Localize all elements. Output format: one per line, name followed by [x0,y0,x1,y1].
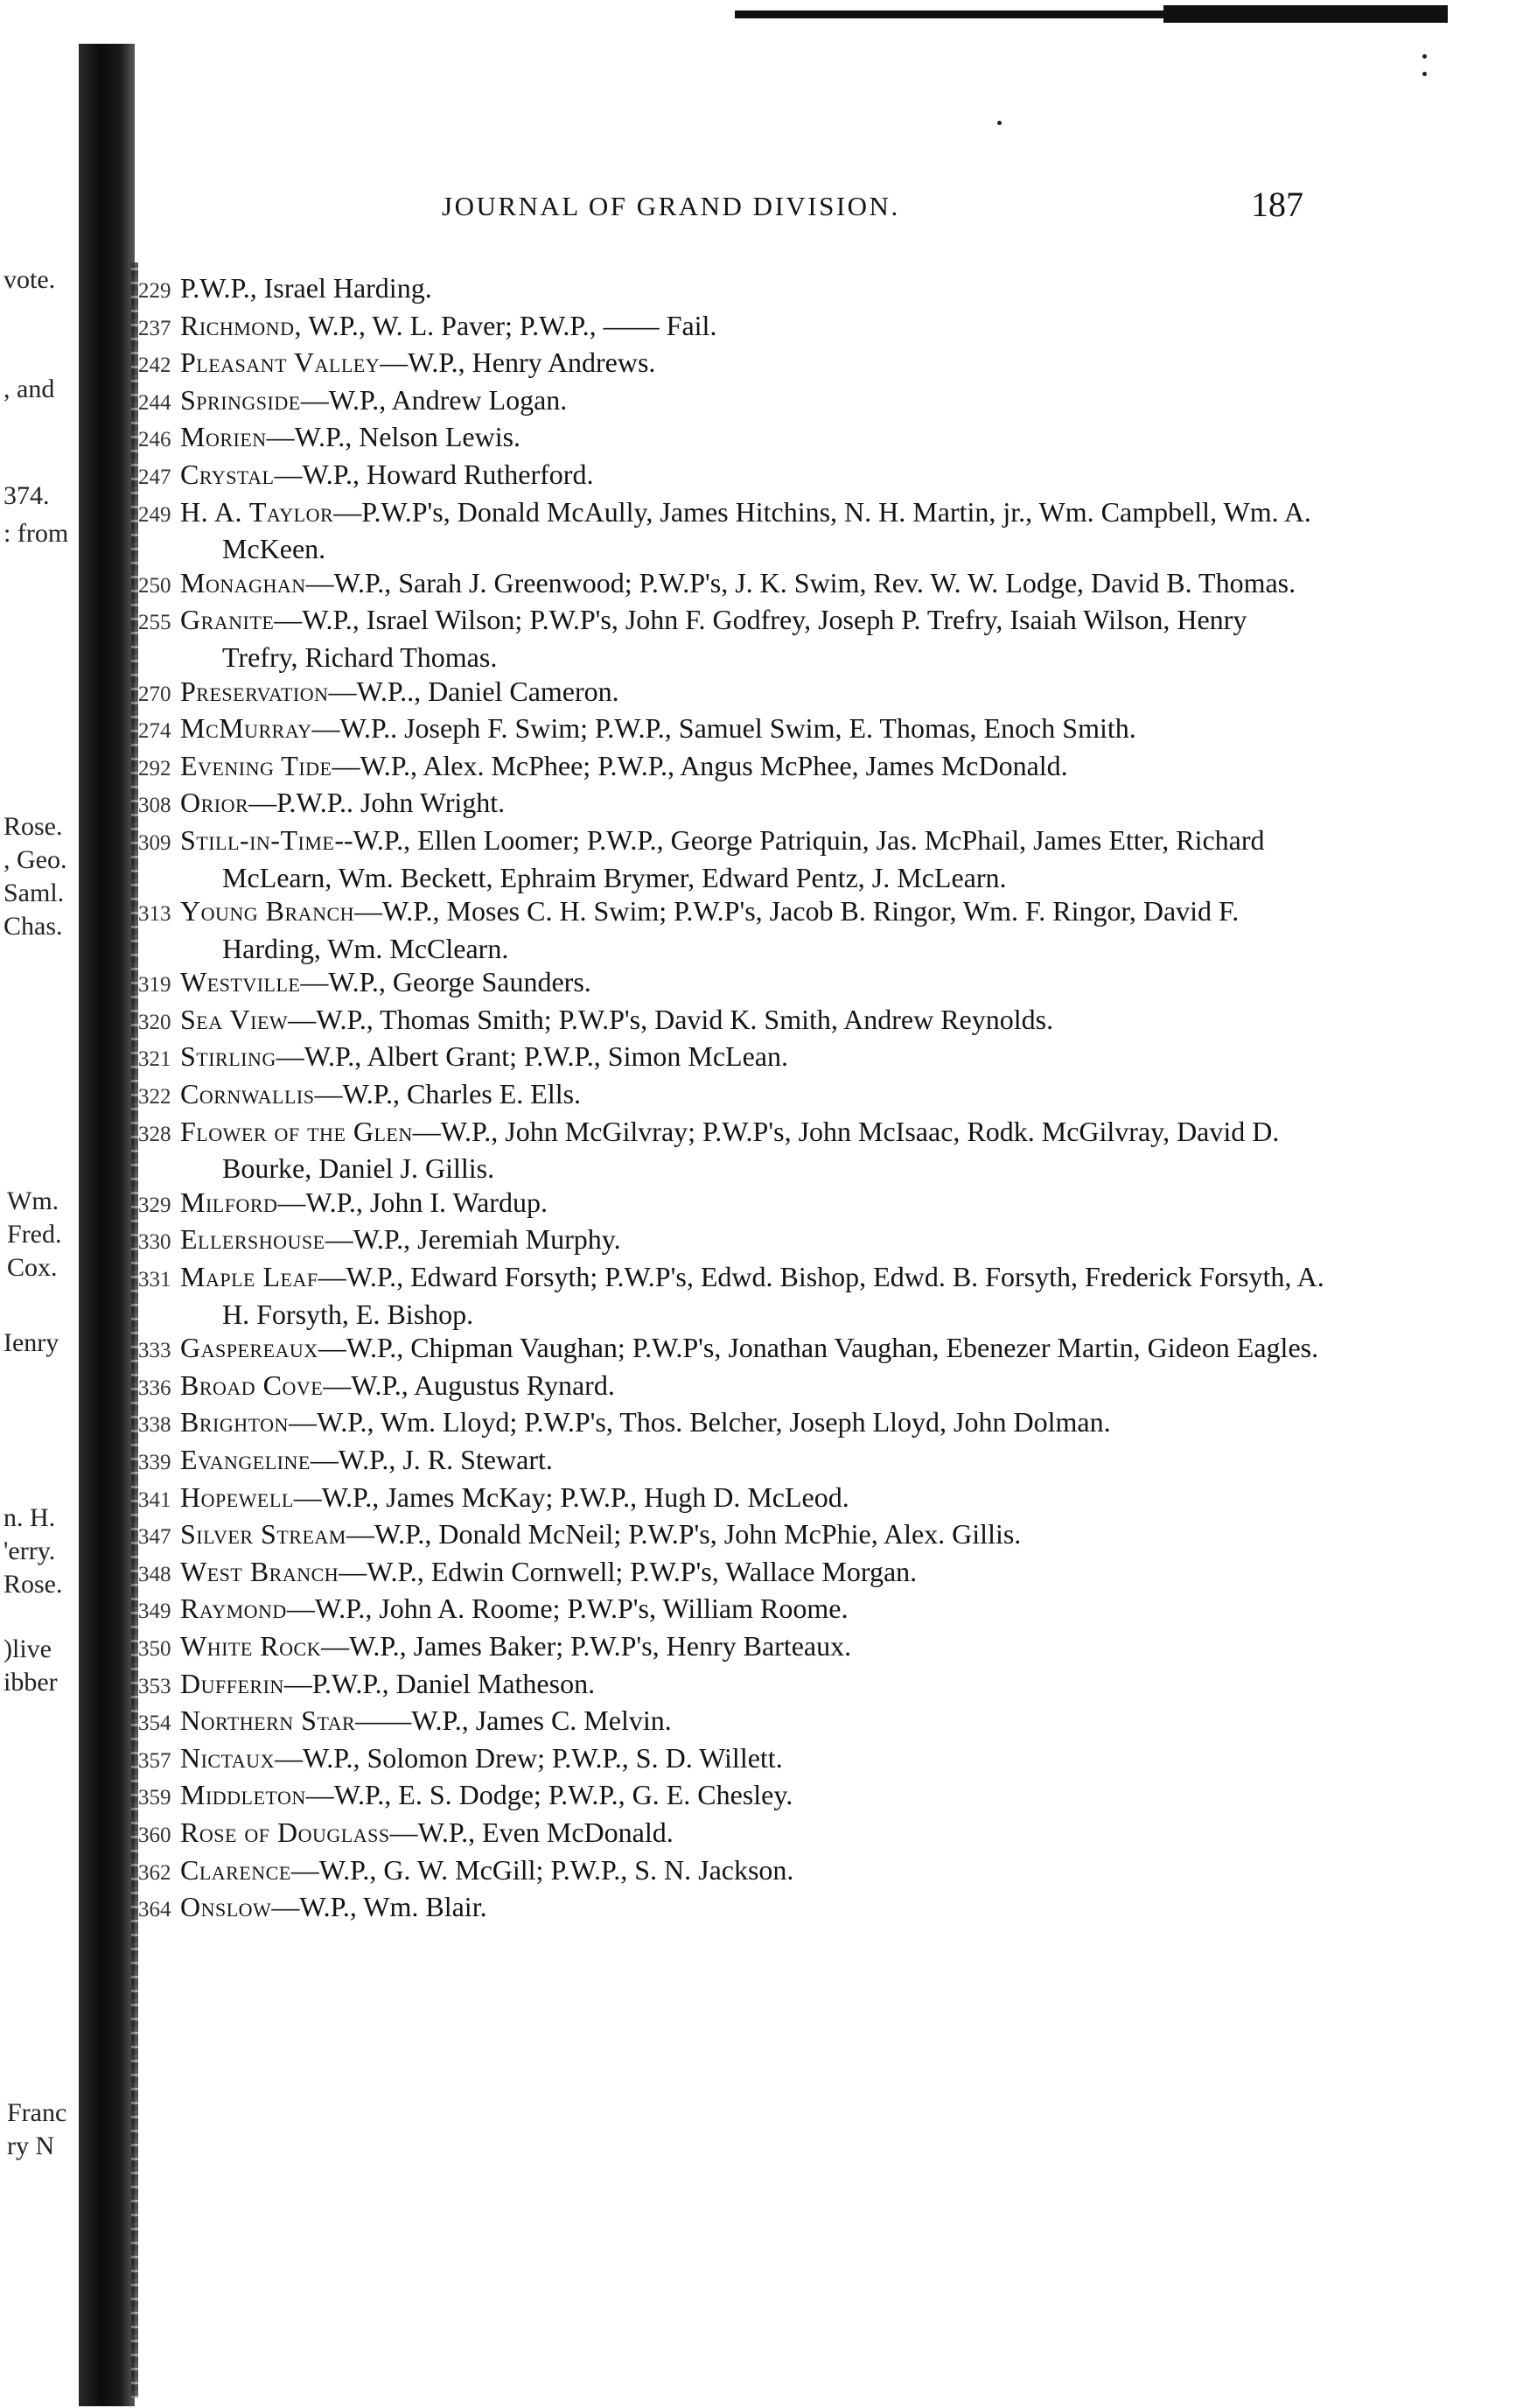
division-number: 362 [138,1860,171,1885]
speck [1422,72,1427,76]
margin-fragment: ry N [7,2132,55,2160]
division-name: Richmond, [180,309,302,341]
division-number: 320 [138,1010,171,1034]
division-number: 249 [138,502,171,527]
margin-fragment: Ienry [3,1328,59,1357]
division-name: Gaspereaux [180,1332,318,1364]
division-number: 360 [138,1823,171,1847]
margin-fragment: Rose. [3,812,63,841]
division-entry [138,1853,1328,1891]
division-entry [138,786,1328,823]
division-name: Cornwallis [180,1078,315,1110]
officer-list: —W.P., Edward Forsyth; P.W.P's, Edwd. Bishop, Edwd. B. Forsyth, Frederick Forsyth, A. H. Forsyth, E. Bishop. [222,1261,1324,1330]
division-number: 313 [138,902,171,927]
top-rule-thick [1163,5,1448,23]
division-entry [138,603,1328,674]
division-entry [138,271,1328,309]
division-number: 349 [138,1600,171,1624]
division-name: Still-in-Time [180,823,335,856]
division-name: Raymond [180,1592,287,1625]
division-entry [138,1003,1328,1040]
division-number: 364 [138,1898,171,1922]
officer-list: —P.W.P.. John Wright. [248,787,506,819]
margin-fragment: Wm. [7,1186,59,1215]
division-number: 328 [138,1122,171,1146]
division-name: Broad Cove [180,1368,324,1401]
division-entry [138,383,1328,421]
division-entry [138,1443,1328,1480]
division-number: 336 [138,1376,171,1400]
margin-fragment: , Geo. [3,845,67,874]
officer-list: —W.P., Albert Grant; P.W.P., Simon McLean. [276,1040,788,1073]
officer-list: —W.P., E. S. Dodge; P.W.P., G. E. Chesley. [305,1779,793,1811]
division-number: 347 [138,1525,171,1550]
division-entry [138,1040,1328,1077]
division-entry [138,1480,1328,1518]
officer-list: —W.P., Wm. Blair. [271,1891,487,1923]
division-number: 321 [138,1047,171,1072]
officer-list: —W.P.. Joseph F. Swim; P.W.P., Samuel Swim, E. Thomas, Enoch Smith. [311,712,1136,745]
division-number: 244 [138,390,171,415]
division-name: Stirling [180,1040,276,1073]
division-name: Clarence [180,1853,291,1886]
division-number: 359 [138,1786,171,1810]
division-entry [138,1741,1328,1779]
division-number: 322 [138,1085,171,1110]
division-entry [138,346,1328,383]
division-entry [138,1368,1328,1406]
officer-list: —P.W.P., Daniel Matheson. [283,1667,596,1699]
division-number: 319 [138,973,171,998]
margin-fragment: ibber [3,1668,58,1697]
division-name: McMurray [180,712,312,745]
division-entry [138,1778,1328,1816]
division-entry [138,1186,1328,1223]
division-entry [138,1260,1328,1331]
division-name: West Branch [180,1555,339,1587]
division-entry [138,823,1328,894]
officer-list: --W.P., Ellen Loomer; P.W.P., George Patriquin, Jas. McPhail, James Etter, Richard McLearn, Wm. Beckett, Ephraim Brymer, Edward Pentz, J. McLearn. [222,823,1265,893]
officer-list: —W.P., Andrew Logan. [300,383,568,416]
division-name: Silver Stream [180,1518,346,1550]
division-name: Onslow [180,1891,272,1923]
officer-list: —W.P., James Baker; P.W.P's, Henry Barteaux. [321,1629,852,1662]
speck [997,121,1002,125]
division-number: 353 [138,1674,171,1698]
division-name: Middleton [180,1779,306,1811]
division-number: 247 [138,465,171,489]
division-entry [138,1704,1328,1741]
division-name: Springside [180,383,301,416]
division-number: 270 [138,682,171,706]
margin-fragment: Rose. [3,1570,63,1599]
division-number: 309 [138,830,171,855]
division-name: Sea View [180,1003,289,1035]
division-entry [138,309,1328,346]
officer-list: —W.P., John I. Wardup. [277,1186,548,1218]
division-number: 250 [138,573,171,598]
division-number: 341 [138,1488,171,1512]
division-entry [138,1890,1328,1928]
division-number: 329 [138,1193,171,1217]
officer-list: —W.P., John A. Roome; P.W.P's, William Roome. [286,1592,849,1625]
officer-list: —W.P., Chipman Vaughan; P.W.P's, Jonathan Vaughan, Ebenezer Martin, Gideon Eagles. [318,1332,1319,1364]
division-number: 331 [138,1268,171,1292]
officer-list: —W.P., J. R. Stewart. [310,1444,553,1475]
division-number: 308 [138,794,171,818]
margin-fragment: Franc [7,2098,67,2127]
running-header: JOURNAL OF GRAND DIVISION. [442,191,900,221]
division-number: 330 [138,1230,171,1255]
binding-gutter [79,44,135,2406]
officer-list: —W.P., Jeremiah Murphy. [325,1223,621,1256]
officer-list: —W.P.., Daniel Cameron. [328,675,619,707]
division-entry [138,675,1328,712]
division-number: 274 [138,719,171,744]
division-number: 348 [138,1562,171,1586]
margin-fragment: Chas. [3,912,63,941]
division-entry [138,1115,1328,1186]
officer-list: W.P., W. L. Paver; P.W.P., —— Fail. [301,309,717,341]
division-name: Hopewell [180,1480,294,1513]
division-name: Crystal [180,458,275,490]
officer-list: —W.P., Thomas Smith; P.W.P's, David K. Smith, Andrew Reynolds. [288,1003,1054,1035]
division-entry [138,1555,1328,1592]
division-entry [138,1222,1328,1260]
margin-fragment: n. H. [3,1503,56,1532]
division-name: Evangeline [180,1444,311,1475]
officer-list: —W.P., G. W. McGill; P.W.P., S. N. Jackson. [290,1853,794,1886]
division-entry [138,1667,1328,1704]
officer-list: —W.P., James McKay; P.W.P., Hugh D. McLeod. [293,1480,849,1513]
officer-list: —W.P., Howard Rutherford. [274,458,594,490]
division-name: Nictaux [180,1741,275,1774]
binding-gutter-edge [131,262,138,2398]
division-number: 357 [138,1748,171,1773]
division-number: 229 [138,279,171,303]
division-name: Flower of the Glen [180,1115,413,1147]
division-name: Orior [180,787,249,819]
officer-list: —W.P., John McGilvray; P.W.P's, John McIsaac, Rodk. McGilvray, David D. Bourke, Daniel J. Gillis. [222,1115,1280,1185]
officer-list: —W.P., Even McDonald. [389,1816,674,1848]
division-entry [138,1405,1328,1443]
speck [1422,54,1427,59]
division-name: Evening Tide [180,749,332,781]
margin-fragment: 374. [3,481,50,510]
division-name: Monaghan [180,566,306,598]
officer-list: —W.P., Moses C. H. Swim; P.W.P's, Jacob B. Ringor, Wm. F. Ringor, David F. Harding, Wm. McClearn. [222,895,1240,964]
division-name: White Rock [180,1629,322,1662]
officer-list: —W.P., Edwin Cornwell; P.W.P's, Wallace Morgan. [339,1555,918,1587]
division-name: Preservation [180,675,329,707]
division-entries [138,271,1328,1928]
officer-list: —W.P., Henry Andrews. [380,346,656,379]
division-entry [138,1331,1328,1368]
division-entry [138,965,1328,1003]
officer-list: —W.P., George Saunders. [300,966,591,998]
division-name: Westville [180,966,301,998]
division-name: Brighton [180,1406,289,1438]
officer-list: —W.P., Wm. Lloyd; P.W.P's, Thos. Belcher, Joseph Lloyd, John Dolman. [288,1406,1111,1438]
officer-list: —W.P., Solomon Drew; P.W.P., S. D. Willett. [274,1741,783,1774]
division-entry [138,1517,1328,1555]
officer-list: —W.P., Charles E. Ells. [314,1078,582,1110]
division-entry [138,458,1328,495]
division-name: Granite [180,604,275,636]
margin-fragment: vote. [3,265,56,294]
division-name: H. A. Taylor [180,495,334,528]
margin-fragment: , and [3,374,55,403]
division-entry [138,1592,1328,1629]
margin-fragment: : from [3,519,69,548]
division-number: 338 [138,1413,171,1438]
page-number: 187 [1251,185,1303,224]
division-name: Milford [180,1186,278,1218]
division-number: 237 [138,316,171,340]
margin-fragment: Saml. [3,878,65,907]
division-name: Rose of Douglass [180,1816,390,1848]
division-number: 255 [138,611,171,635]
officer-list: —W.P., Donald McNeil; P.W.P's, John McPhie, Alex. Gillis. [346,1518,1022,1550]
margin-fragment: )live [3,1634,52,1663]
officer-list: —W.P., Augustus Rynard. [323,1368,615,1401]
division-name: Morien [180,421,267,453]
officer-list: —W.P., Nelson Lewis. [266,421,521,453]
officer-list: —W.P., Sarah J. Greenwood; P.W.P's, J. K. Swim, Rev. W. W. Lodge, David B. Thomas. [305,566,1296,598]
division-entry [138,1629,1328,1667]
division-number: 292 [138,756,171,780]
division-entry [138,749,1328,787]
division-number: 242 [138,354,171,378]
margin-fragment: Cox. [7,1253,58,1282]
division-entry [138,495,1328,566]
division-entry [138,420,1328,458]
margin-fragment: 'erry. [3,1536,56,1565]
officer-list: —W.P., Israel Wilson; P.W.P's, John F. Godfrey, Joseph P. Trefry, Isaiah Wilson, Henry Trefry, Richard Thomas. [222,604,1247,673]
division-number: 333 [138,1339,171,1363]
division-name: Pleasant Valley [180,346,381,379]
officer-list: P.W.P., Israel Harding. [180,272,432,304]
division-name: Northern Star [180,1704,356,1737]
division-number: 354 [138,1712,171,1736]
division-number: 350 [138,1636,171,1661]
division-name: Maple Leaf [180,1261,318,1293]
division-entry [138,1077,1328,1115]
division-entry [138,566,1328,604]
officer-list: —P.W.P's, Donald McAully, James Hitchins, N. H. Martin, jr., Wm. Campbell, Wm. A. McKeen. [222,495,1311,565]
division-name: Dufferin [180,1667,284,1699]
division-number: 246 [138,428,171,452]
division-entry [138,894,1328,965]
officer-list: —W.P., Alex. McPhee; P.W.P., Angus McPhee, James McDonald. [332,749,1068,781]
division-name: Ellershouse [180,1223,325,1256]
division-entry [138,711,1328,749]
margin-fragment: Fred. [7,1220,62,1249]
division-entry [138,1816,1328,1853]
division-number: 339 [138,1451,171,1474]
division-name: Young Branch [180,895,355,928]
officer-list: ——W.P., James C. Melvin. [355,1704,672,1737]
